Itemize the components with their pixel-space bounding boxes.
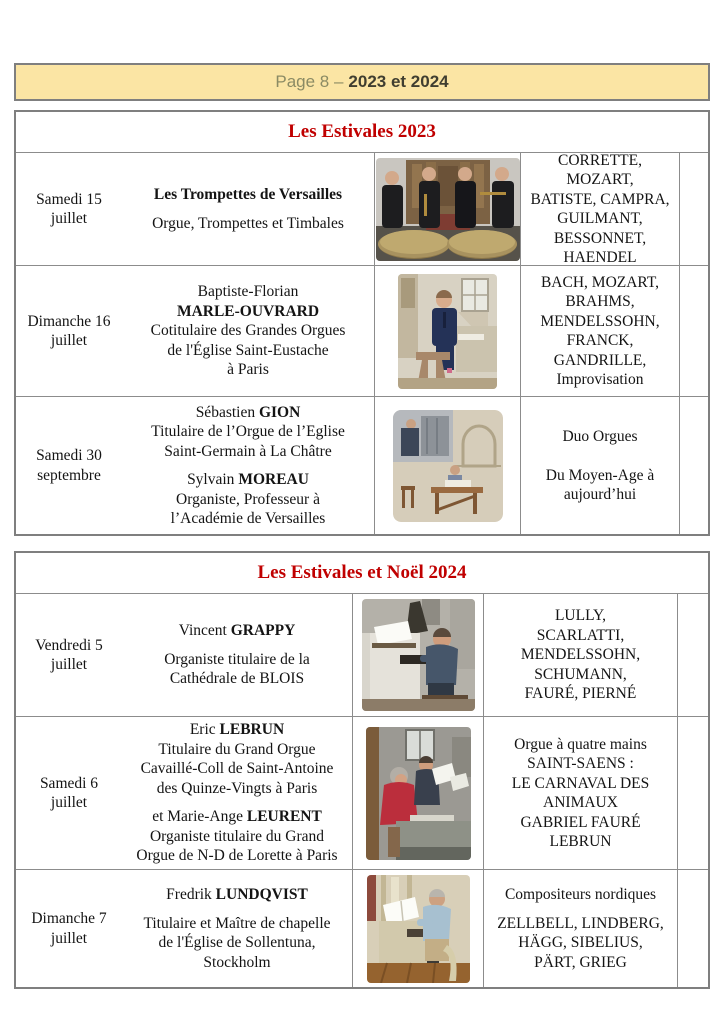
program-cell: CORRETTE, MOZART, BATISTE, CAMPRA, GUILMANT, BESSONNET, HAENDEL [520,153,680,265]
photo-cell [374,397,520,534]
photo-cell [352,594,483,716]
page-banner [14,63,710,101]
performer-cell: Sébastien GION Titulaire de l’Orgue de l’Eglise Saint-Germain à La Châtre Sylvain MOREAU Organiste, Professeur à l’Académie de Versailles [151,403,345,527]
table-estivales-noel-2024 [14,551,710,989]
program-cell: Compositeurs nordiques ZELLBELL, LINDBERG, HÄGG, SIBELIUS, PÄRT, GRIEG [483,870,678,987]
date-cell: Samedi 6 juillet [39,774,99,811]
table-title-2024 [16,553,708,593]
table-row-vendredi-5-juillet [16,593,708,716]
date-cell: Dimanche 7 juillet [31,910,107,947]
photo-marle-ouvrard [398,274,497,389]
program-cell: LULLY, SCARLATTI, MENDELSSOHN, SCHUMANN, FAURÉ, PIERNÉ [483,594,678,716]
date-cell: Dimanche 16 juillet [27,312,111,349]
photo-gion-moreau [393,410,503,522]
performer-cell: Vincent GRAPPY Organiste titulaire de la Cathédrale de BLOIS [164,622,310,688]
table-estivales-2023 [14,110,710,536]
spacer-cell [678,594,708,716]
table-title-text: Les Estivales et Noël 2024 [257,562,467,583]
date-cell: Vendredi 5 juillet [35,636,103,673]
date-cell: Samedi 30 septembre [36,447,102,484]
page-banner-prefix: Page 8 – [275,72,344,91]
program-cell: BACH, MOZART, BRAHMS, MENDELSSOHN, FRANCK, GANDRILLE, Improvisation [520,266,680,396]
photo-vincent-grappy [362,599,475,711]
table-row-dimanche-16-juillet [16,265,708,396]
spacer-cell [680,397,708,534]
spacer-cell [680,266,708,396]
performer-cell: Baptiste-Florian MARLE-OUVRARD Cotitulaire des Grandes Orgues de l'Église Saint-Eustache à Paris [150,283,346,379]
table-title-text: Les Estivales 2023 [288,121,436,142]
performer-cell: Eric LEBRUN Titulaire du Grand Orgue Cavaillé-Coll de Saint-Antoine des Quinze-Vingts à Paris et Marie-Ange LEURENT Organiste titulaire du Grand Orgue de N-D de Lorette à Paris [136,721,338,865]
table-row-dimanche-7-juillet [16,869,708,987]
photo-trompettes-de-versailles [376,158,520,261]
table-title-2023 [16,112,708,152]
spacer-cell [678,717,708,869]
table-row-samedi-15-juillet [16,152,708,265]
photo-cell [352,717,483,869]
photo-cell [352,870,483,987]
page-banner-years: 2023 et 2024 [348,72,449,91]
performer-cell: Fredrik LUNDQVIST Titulaire et Maître de chapelle de l'Église de Sollentuna, Stockholm [143,886,331,971]
photo-lebrun-leurent [366,727,471,860]
performer-cell: Les Trompettes de Versailles Orgue, Trompettes et Timbales [152,186,344,232]
photo-cell [374,266,520,396]
table-row-samedi-30-septembre [16,396,708,534]
program-cell: Orgue à quatre mains SAINT-SAENS : LE CARNAVAL DES ANIMAUX GABRIEL FAURÉ LEBRUN [483,717,678,869]
table-row-samedi-6-juillet [16,716,708,869]
date-cell: Samedi 15 juillet [36,190,102,227]
photo-cell [374,153,520,265]
photo-fredrik-lundqvist [367,875,470,983]
program-cell: Duo Orgues Du Moyen-Age à aujourd’hui [520,397,680,534]
spacer-cell [678,870,708,987]
spacer-cell [680,153,708,265]
